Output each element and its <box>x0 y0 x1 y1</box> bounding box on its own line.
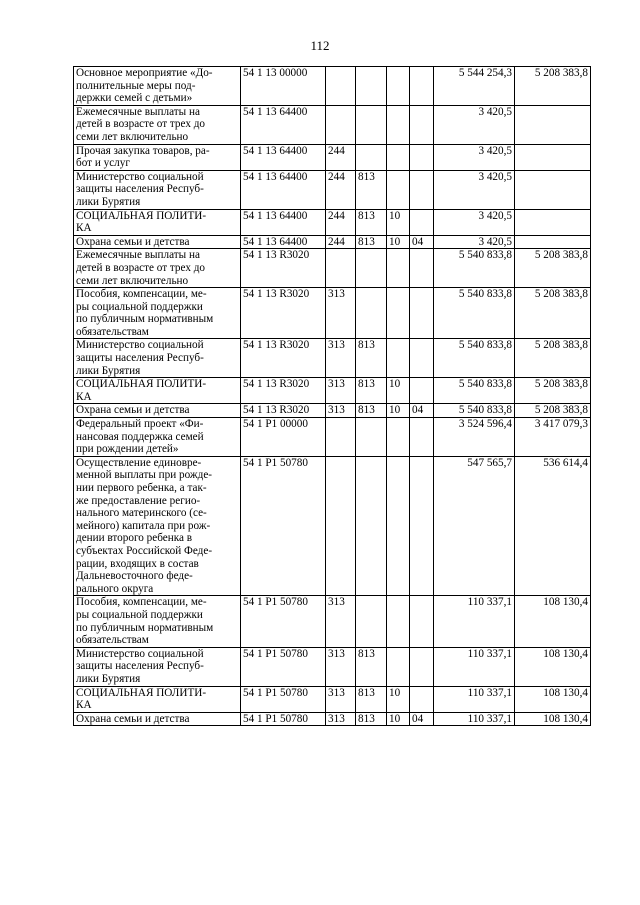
cell-department <box>356 456 387 596</box>
page-number: 112 <box>310 38 330 53</box>
cell-subsection <box>410 249 434 288</box>
cell-name-line: полнительные меры под- <box>76 79 196 92</box>
cell-name-line: детей в возрасте от трех до <box>76 118 206 131</box>
cell-subsection: 04 <box>410 235 434 249</box>
cell-expense-type: 244 <box>326 209 356 235</box>
cell-target-code: 54 1 13 R3020 <box>241 339 326 378</box>
cell-expense-type <box>326 105 356 144</box>
cell-section <box>387 144 410 170</box>
cell-expense-type: 244 <box>326 235 356 249</box>
cell-name-line: Министерство социальной <box>76 170 204 183</box>
cell-amount-2 <box>515 170 591 209</box>
cell-expense-type: 313 <box>326 288 356 339</box>
cell-department: 813 <box>356 404 387 418</box>
cell-name-line: нального материнского (се- <box>76 507 207 520</box>
cell-name-line: держки семей с детьми» <box>76 92 193 105</box>
cell-department: 813 <box>356 378 387 404</box>
cell-amount-2: 108 130,4 <box>515 647 591 686</box>
table-row <box>74 456 591 596</box>
table-row <box>74 67 591 106</box>
cell-name-line: обязательствам <box>76 325 149 338</box>
cell-name-line: СОЦИАЛЬНАЯ ПОЛИТИ- <box>76 378 207 391</box>
cell-amount-2: 5 208 383,8 <box>515 339 591 378</box>
cell-name-line: Основное мероприятие «До- <box>76 67 213 79</box>
cell-name <box>74 686 241 712</box>
cell-amount-2: 5 208 383,8 <box>515 67 591 106</box>
cell-name-line: ры социальной поддержки <box>76 608 203 621</box>
budget-table <box>73 66 591 726</box>
table-body <box>74 67 591 726</box>
cell-name-line: СОЦИАЛЬНАЯ ПОЛИТИ- <box>76 209 207 222</box>
cell-amount-2: 108 130,4 <box>515 596 591 647</box>
table-row <box>74 647 591 686</box>
cell-expense-type <box>326 67 356 106</box>
cell-subsection <box>410 686 434 712</box>
cell-expense-type: 313 <box>326 378 356 404</box>
cell-name-line: Министерство социальной <box>76 339 204 352</box>
cell-subsection <box>410 339 434 378</box>
table-row <box>74 404 591 418</box>
cell-amount-1: 5 540 833,8 <box>434 378 515 404</box>
cell-name-line: Охрана семьи и детства <box>76 404 190 417</box>
table-row <box>74 378 591 404</box>
cell-expense-type: 313 <box>326 686 356 712</box>
cell-name-line: бот и услуг <box>76 157 130 170</box>
cell-target-code: 54 1 P1 50780 <box>241 686 326 712</box>
cell-name <box>74 288 241 339</box>
table-row <box>74 339 591 378</box>
cell-amount-1: 3 524 596,4 <box>434 418 515 457</box>
cell-department: 813 <box>356 647 387 686</box>
cell-amount-2 <box>515 144 591 170</box>
cell-name-line: Ежемесячные выплаты на <box>76 249 200 262</box>
cell-name-line: лики Бурятия <box>76 195 141 208</box>
cell-name <box>74 404 241 418</box>
cell-name-line: по публичным нормативным <box>76 313 214 326</box>
cell-name <box>74 456 241 596</box>
cell-subsection <box>410 170 434 209</box>
cell-name-line: нии первого ребенка, а так- <box>76 482 207 494</box>
cell-department: 813 <box>356 170 387 209</box>
table-row <box>74 105 591 144</box>
cell-name-line: семи лет включительно <box>76 130 189 143</box>
cell-amount-1: 110 337,1 <box>434 596 515 647</box>
cell-amount-2: 3 417 079,3 <box>515 418 591 457</box>
table-row <box>74 144 591 170</box>
cell-department <box>356 144 387 170</box>
cell-target-code: 54 1 P1 00000 <box>241 418 326 457</box>
cell-subsection <box>410 144 434 170</box>
cell-amount-1: 5 540 833,8 <box>434 288 515 339</box>
cell-name-line: обязательствам <box>76 634 149 647</box>
cell-name-line: Охрана семьи и детства <box>76 712 190 725</box>
cell-target-code: 54 1 13 64400 <box>241 105 326 144</box>
cell-name-line: Пособия, компенсации, ме- <box>76 596 207 609</box>
cell-target-code: 54 1 P1 50780 <box>241 596 326 647</box>
cell-name-line: защиты населения Респуб- <box>76 183 204 196</box>
cell-expense-type: 244 <box>326 170 356 209</box>
cell-name-line: Федеральный проект «Фи- <box>76 418 204 431</box>
cell-amount-1: 5 544 254,3 <box>434 67 515 106</box>
cell-section <box>387 596 410 647</box>
cell-name <box>74 596 241 647</box>
cell-amount-1: 547 565,7 <box>434 456 515 596</box>
cell-department <box>356 105 387 144</box>
cell-subsection <box>410 288 434 339</box>
cell-subsection: 04 <box>410 712 434 726</box>
cell-name-line: Министерство социальной <box>76 647 204 660</box>
cell-department: 813 <box>356 686 387 712</box>
cell-expense-type: 313 <box>326 339 356 378</box>
cell-target-code: 54 1 P1 50780 <box>241 456 326 596</box>
cell-amount-2: 5 208 383,8 <box>515 249 591 288</box>
cell-name-line: мейного) капитала при рож- <box>76 519 211 532</box>
cell-section <box>387 170 410 209</box>
cell-name <box>74 105 241 144</box>
cell-name-line: рации, входящих в состав <box>76 557 199 570</box>
cell-amount-1: 3 420,5 <box>434 209 515 235</box>
cell-name <box>74 712 241 726</box>
cell-name-line: КА <box>76 222 92 235</box>
cell-target-code: 54 1 13 R3020 <box>241 288 326 339</box>
cell-amount-2 <box>515 105 591 144</box>
table-row <box>74 249 591 288</box>
cell-amount-2 <box>515 209 591 235</box>
cell-name-line: менной выплаты при рожде- <box>76 469 213 482</box>
cell-name-line: рального округа <box>76 582 154 595</box>
cell-section <box>387 249 410 288</box>
cell-target-code: 54 1 13 00000 <box>241 67 326 106</box>
cell-name-line: детей в возрасте от трех до <box>76 261 206 274</box>
cell-subsection <box>410 596 434 647</box>
cell-amount-2: 5 208 383,8 <box>515 288 591 339</box>
cell-department: 813 <box>356 209 387 235</box>
cell-subsection <box>410 456 434 596</box>
cell-target-code: 54 1 P1 50780 <box>241 712 326 726</box>
cell-section <box>387 647 410 686</box>
table-row <box>74 418 591 457</box>
cell-target-code: 54 1 P1 50780 <box>241 647 326 686</box>
cell-section <box>387 339 410 378</box>
cell-subsection <box>410 378 434 404</box>
cell-name-line: нансовая поддержка семей <box>76 430 204 443</box>
table-row <box>74 235 591 249</box>
cell-section: 10 <box>387 235 410 249</box>
cell-amount-1: 110 337,1 <box>434 712 515 726</box>
cell-expense-type: 313 <box>326 404 356 418</box>
cell-subsection: 04 <box>410 404 434 418</box>
cell-section <box>387 418 410 457</box>
cell-name-line: Дальневосточного феде- <box>76 570 193 583</box>
cell-section: 10 <box>387 404 410 418</box>
cell-name <box>74 235 241 249</box>
table-row <box>74 288 591 339</box>
cell-department <box>356 418 387 457</box>
cell-amount-2: 108 130,4 <box>515 712 591 726</box>
cell-name-line: СОЦИАЛЬНАЯ ПОЛИТИ- <box>76 686 207 699</box>
cell-expense-type <box>326 456 356 596</box>
cell-target-code: 54 1 13 64400 <box>241 209 326 235</box>
cell-target-code: 54 1 13 R3020 <box>241 378 326 404</box>
cell-section: 10 <box>387 712 410 726</box>
cell-section <box>387 456 410 596</box>
cell-target-code: 54 1 13 64400 <box>241 144 326 170</box>
cell-amount-1: 3 420,5 <box>434 170 515 209</box>
cell-name-line: дении второго ребенка в <box>76 532 193 545</box>
cell-name-line: при рождении детей» <box>76 443 179 456</box>
cell-subsection <box>410 209 434 235</box>
cell-name <box>74 249 241 288</box>
cell-section: 10 <box>387 209 410 235</box>
cell-name-line: КА <box>76 390 92 403</box>
cell-section <box>387 67 410 106</box>
cell-target-code: 54 1 13 R3020 <box>241 249 326 288</box>
cell-amount-1: 5 540 833,8 <box>434 249 515 288</box>
cell-department <box>356 249 387 288</box>
cell-department: 813 <box>356 339 387 378</box>
cell-amount-1: 3 420,5 <box>434 144 515 170</box>
table-row <box>74 209 591 235</box>
cell-section: 10 <box>387 686 410 712</box>
cell-amount-1: 3 420,5 <box>434 235 515 249</box>
cell-name-line: Ежемесячные выплаты на <box>76 105 200 118</box>
cell-amount-1: 5 540 833,8 <box>434 339 515 378</box>
cell-subsection <box>410 418 434 457</box>
cell-name-line: КА <box>76 699 92 712</box>
cell-section: 10 <box>387 378 410 404</box>
cell-target-code: 54 1 13 R3020 <box>241 404 326 418</box>
cell-name-line: по публичным нормативным <box>76 621 214 634</box>
cell-expense-type: 313 <box>326 712 356 726</box>
cell-amount-2: 5 208 383,8 <box>515 378 591 404</box>
cell-name <box>74 418 241 457</box>
cell-name-line: ры социальной поддержки <box>76 300 203 313</box>
cell-amount-2: 108 130,4 <box>515 686 591 712</box>
cell-expense-type: 313 <box>326 647 356 686</box>
cell-amount-2 <box>515 235 591 249</box>
cell-subsection <box>410 105 434 144</box>
cell-amount-2: 536 614,4 <box>515 456 591 596</box>
cell-name <box>74 209 241 235</box>
table-row <box>74 596 591 647</box>
cell-amount-1: 5 540 833,8 <box>434 404 515 418</box>
cell-subsection <box>410 647 434 686</box>
cell-department <box>356 67 387 106</box>
table-row <box>74 712 591 726</box>
cell-name <box>74 378 241 404</box>
cell-name-line: Осуществление единовре- <box>76 456 202 469</box>
cell-subsection <box>410 67 434 106</box>
cell-expense-type: 313 <box>326 596 356 647</box>
cell-department: 813 <box>356 235 387 249</box>
cell-name <box>74 647 241 686</box>
cell-section <box>387 105 410 144</box>
cell-name-line: Прочая закупка товаров, ра- <box>76 144 210 157</box>
table-row <box>74 170 591 209</box>
cell-department: 813 <box>356 712 387 726</box>
cell-name-line: субъектах Российской Феде- <box>76 544 213 557</box>
table-row <box>74 686 591 712</box>
cell-target-code: 54 1 13 64400 <box>241 170 326 209</box>
cell-name-line: лики Бурятия <box>76 672 141 685</box>
cell-expense-type: 244 <box>326 144 356 170</box>
cell-name <box>74 144 241 170</box>
cell-name-line: Пособия, компенсации, ме- <box>76 288 207 301</box>
cell-expense-type <box>326 249 356 288</box>
cell-name <box>74 339 241 378</box>
cell-expense-type <box>326 418 356 457</box>
cell-name <box>74 67 241 106</box>
cell-name-line: же предоставление регио- <box>76 494 201 507</box>
cell-department <box>356 596 387 647</box>
cell-name-line: лики Бурятия <box>76 364 141 377</box>
cell-section <box>387 288 410 339</box>
cell-amount-2: 5 208 383,8 <box>515 404 591 418</box>
cell-name-line: семи лет включительно <box>76 274 189 287</box>
cell-amount-1: 110 337,1 <box>434 647 515 686</box>
cell-target-code: 54 1 13 64400 <box>241 235 326 249</box>
cell-amount-1: 110 337,1 <box>434 686 515 712</box>
cell-name <box>74 170 241 209</box>
cell-name-line: Охрана семьи и детства <box>76 235 190 248</box>
cell-amount-1: 3 420,5 <box>434 105 515 144</box>
cell-name-line: защиты населения Респуб- <box>76 352 204 365</box>
cell-name-line: защиты населения Респуб- <box>76 660 204 673</box>
cell-department <box>356 288 387 339</box>
